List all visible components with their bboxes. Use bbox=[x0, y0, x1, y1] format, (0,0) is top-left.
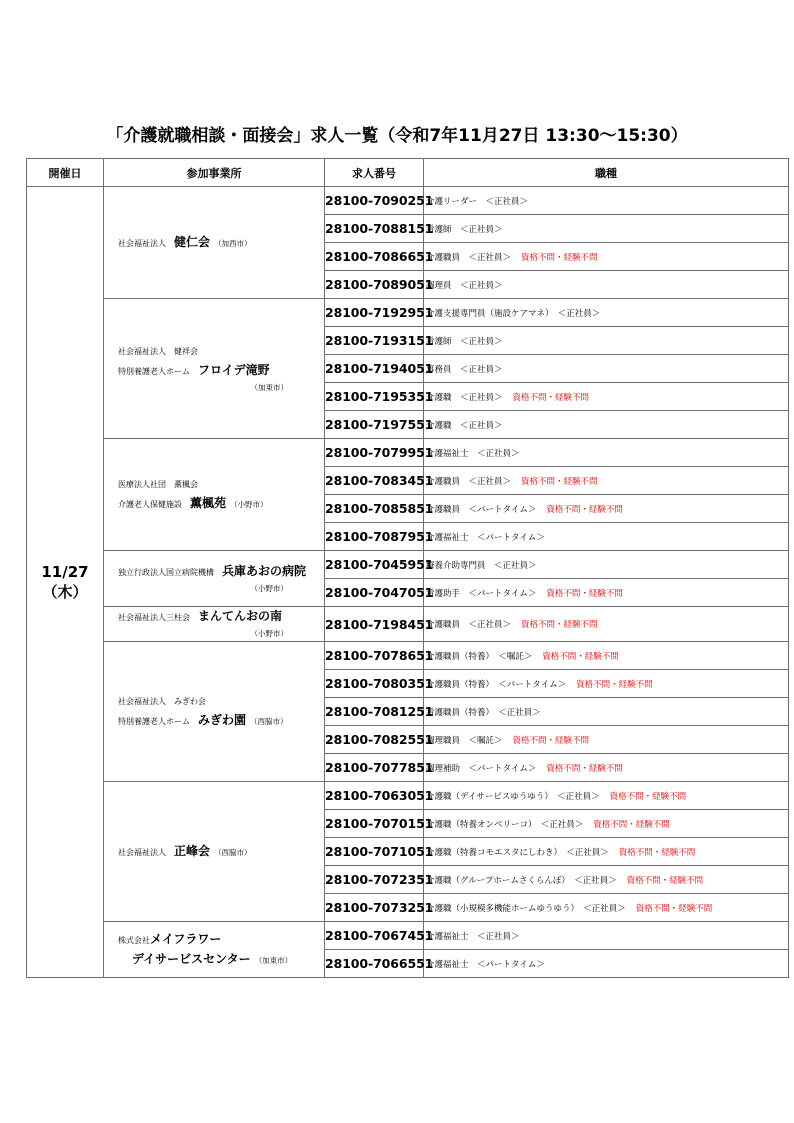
job-requirement-badge: 資格不問・経験不問 bbox=[512, 392, 590, 403]
job-number: 28100-7081251 bbox=[325, 698, 424, 726]
job-type bbox=[424, 439, 789, 467]
event-date: 11/27 bbox=[41, 563, 89, 581]
job-title: 介護職（特養オンベリーコ） ＜正社員＞ bbox=[426, 819, 584, 830]
job-number: 28100-7066551 bbox=[325, 950, 424, 978]
job-title: 調理補助 ＜パートタイム＞ bbox=[426, 763, 537, 774]
employer-line-1 bbox=[118, 842, 320, 862]
employer-corporation: 医療法人社団 薫楓会 bbox=[118, 479, 198, 489]
table-row bbox=[27, 922, 789, 950]
job-type bbox=[424, 894, 789, 922]
employer-facility-name: フロイデ滝野 bbox=[198, 362, 270, 377]
table-row bbox=[27, 607, 789, 642]
job-requirement-badge: 資格不問・経験不問 bbox=[593, 819, 670, 830]
job-title: 看護師 ＜正社員＞ bbox=[426, 336, 503, 347]
employer-facility-type: 介護老人保健施設 bbox=[118, 499, 182, 509]
job-number: 28100-7089051 bbox=[325, 271, 424, 299]
job-type bbox=[424, 327, 789, 355]
job-requirement-badge: 資格不問・経験不問 bbox=[576, 679, 653, 690]
employer-facility-name: みぎわ園 bbox=[198, 712, 247, 727]
job-title: 療養介助専門員 ＜正社員＞ bbox=[426, 560, 537, 571]
employer-corporation: 社会福祉法人 bbox=[118, 238, 166, 248]
job-type bbox=[424, 922, 789, 950]
job-type bbox=[424, 866, 789, 894]
job-requirement-badge: 資格不問・経験不問 bbox=[609, 791, 687, 802]
job-requirement-badge: 資格不問・経験不問 bbox=[546, 504, 623, 515]
employer-location: （小野市） bbox=[250, 629, 288, 638]
job-requirement-badge: 資格不問・経験不問 bbox=[618, 847, 696, 858]
employer-line-2 bbox=[118, 361, 320, 381]
job-requirement-badge: 資格不問・経験不問 bbox=[521, 252, 598, 263]
job-number: 28100-7193151 bbox=[325, 327, 424, 355]
job-requirement-badge: 資格不問・経験不問 bbox=[542, 651, 619, 662]
job-type bbox=[424, 810, 789, 838]
employer-line-1 bbox=[118, 233, 320, 253]
employer-name: メイフラワー bbox=[150, 931, 222, 946]
job-requirement-badge: 資格不問・経験不問 bbox=[512, 735, 590, 746]
job-title: 介護福祉士 ＜パートタイム＞ bbox=[426, 959, 545, 970]
column-header-employer: 参加事業所 bbox=[104, 159, 325, 187]
employer-location: （加西市） bbox=[214, 238, 252, 248]
employer-cell bbox=[104, 439, 325, 551]
event-date-cell bbox=[27, 187, 104, 978]
employer-facility-type: 特別養護老人ホーム bbox=[118, 366, 190, 376]
job-title: 介護支援専門員（施設ケアマネ） ＜正社員＞ bbox=[426, 308, 601, 319]
job-number: 28100-7080351 bbox=[325, 670, 424, 698]
table-row bbox=[27, 782, 789, 810]
job-title: 介護職員 ＜正社員＞ bbox=[426, 252, 512, 263]
job-number: 28100-7086651 bbox=[325, 243, 424, 271]
employer-facility-name: 薫楓苑 bbox=[190, 495, 227, 510]
table-row bbox=[27, 642, 789, 670]
employer-line-2 bbox=[118, 494, 320, 514]
job-number: 28100-7047051 bbox=[325, 579, 424, 607]
column-header-job-type: 職種 bbox=[424, 159, 789, 187]
job-requirement-badge: 資格不問・経験不問 bbox=[521, 476, 598, 487]
employer-name-block bbox=[104, 842, 324, 862]
job-title: 看護職員（特養） ＜正社員＞ bbox=[426, 707, 541, 718]
employer-line-1 bbox=[118, 476, 320, 494]
employer-name-block bbox=[104, 562, 324, 582]
job-number: 28100-7070151 bbox=[325, 810, 424, 838]
job-requirement-badge: 資格不問・経験不問 bbox=[635, 903, 713, 914]
employer-cell bbox=[104, 607, 325, 642]
employer-name: 正峰会 bbox=[174, 843, 211, 858]
job-number: 28100-7071051 bbox=[325, 838, 424, 866]
table-row bbox=[27, 551, 789, 579]
job-number: 28100-7083451 bbox=[325, 467, 424, 495]
job-title: 介護職（特養コモエスタにしわき） ＜正社員＞ bbox=[426, 847, 609, 858]
job-number: 28100-7079951 bbox=[325, 439, 424, 467]
job-type bbox=[424, 579, 789, 607]
job-requirement-badge: 資格不問・経験不問 bbox=[626, 875, 704, 886]
job-listing-table bbox=[26, 158, 789, 978]
job-number: 28100-7045951 bbox=[325, 551, 424, 579]
employer-cell bbox=[104, 642, 325, 782]
job-title: 介護職員 ＜正社員＞ bbox=[426, 620, 512, 630]
job-type bbox=[424, 215, 789, 243]
employer-corporation: 株式会社 bbox=[118, 935, 150, 945]
job-type bbox=[424, 271, 789, 299]
job-type bbox=[424, 670, 789, 698]
employer-line-2 bbox=[118, 711, 320, 731]
employer-name-block bbox=[104, 693, 324, 731]
job-type bbox=[424, 411, 789, 439]
job-title: 事務員 ＜正社員＞ bbox=[426, 364, 503, 375]
employer-line-1 bbox=[118, 693, 320, 711]
job-title: 介護リーダー ＜正社員＞ bbox=[426, 196, 529, 207]
job-title: 介護職員（特養） ＜嘱託＞ bbox=[426, 651, 533, 662]
event-weekday: （木） bbox=[42, 583, 88, 601]
job-number: 28100-7198451 bbox=[325, 607, 424, 642]
job-type bbox=[424, 243, 789, 271]
employer-name-block bbox=[104, 930, 324, 970]
employer-facility-name: デイサービスセンター bbox=[132, 951, 251, 966]
job-type bbox=[424, 838, 789, 866]
job-title: 介護職（デイサービスゆうゆう） ＜正社員＞ bbox=[426, 791, 600, 802]
employer-cell bbox=[104, 922, 325, 978]
job-number: 28100-7073251 bbox=[325, 894, 424, 922]
table-header-row bbox=[27, 159, 789, 187]
job-type bbox=[424, 523, 789, 551]
employer-cell bbox=[104, 782, 325, 922]
job-number: 28100-7195351 bbox=[325, 383, 424, 411]
job-number: 28100-7197551 bbox=[325, 411, 424, 439]
job-number: 28100-7085851 bbox=[325, 495, 424, 523]
job-title: 介護職 ＜正社員＞ bbox=[426, 420, 503, 431]
employer-location: （小野市） bbox=[250, 583, 288, 593]
job-type bbox=[424, 698, 789, 726]
job-title: 介護福祉士 ＜正社員＞ bbox=[426, 448, 520, 459]
job-title: 調理職員 ＜嘱託＞ bbox=[426, 735, 503, 746]
job-type bbox=[424, 495, 789, 523]
table-row bbox=[27, 439, 789, 467]
table-row bbox=[27, 187, 789, 215]
job-number: 28100-7082551 bbox=[325, 726, 424, 754]
job-type bbox=[424, 551, 789, 579]
job-number: 28100-7067451 bbox=[325, 922, 424, 950]
employer-location: （加東市） bbox=[254, 955, 293, 965]
employer-name: まんてんおの南 bbox=[198, 609, 283, 623]
employer-name: 兵庫あおの病院 bbox=[222, 563, 307, 578]
job-number: 28100-7077851 bbox=[325, 754, 424, 782]
employer-location: （加東市） bbox=[250, 382, 288, 392]
employer-cell bbox=[104, 551, 325, 607]
employer-corporation: 社会福祉法人 みぎわ会 bbox=[118, 696, 206, 706]
job-title: 介護職員 ＜正社員＞ bbox=[426, 476, 512, 487]
job-title: 介護職（小規模多機能ホームゆうゆう） ＜正社員＞ bbox=[426, 903, 626, 914]
job-title: 介護職 ＜正社員＞ bbox=[426, 392, 503, 403]
job-type bbox=[424, 467, 789, 495]
employer-cell bbox=[104, 187, 325, 299]
job-number: 28100-7192951 bbox=[325, 299, 424, 327]
job-type bbox=[424, 383, 789, 411]
job-title: 看護師 ＜正社員＞ bbox=[426, 224, 503, 235]
employer-location: （小野市） bbox=[230, 499, 268, 509]
employer-location: （西脇市） bbox=[250, 716, 288, 726]
job-title: 介護職（グループホームさくらんぼ） ＜正社員＞ bbox=[426, 875, 617, 886]
job-title: 看護助手 ＜パートタイム＞ bbox=[426, 588, 537, 599]
employer-facility-type: 特別養護老人ホーム bbox=[118, 716, 190, 726]
job-number: 28100-7194051 bbox=[325, 355, 424, 383]
job-title: 介護職員 ＜パートタイム＞ bbox=[426, 504, 537, 515]
employer-corporation: 社会福祉法人 bbox=[118, 847, 166, 857]
employer-line-1 bbox=[118, 343, 320, 361]
employer-cell bbox=[104, 299, 325, 439]
employer-name: 健仁会 bbox=[174, 234, 211, 249]
employer-name-block bbox=[104, 343, 324, 381]
job-title: 調理員 ＜正社員＞ bbox=[426, 280, 503, 291]
job-type bbox=[424, 187, 789, 215]
job-title: 介護福祉士 ＜正社員＞ bbox=[426, 931, 520, 942]
job-type bbox=[424, 607, 789, 642]
job-number: 28100-7063051 bbox=[325, 782, 424, 810]
employer-corporation: 独立行政法人国立病院機構 bbox=[118, 567, 214, 577]
column-header-job-number: 求人番号 bbox=[325, 159, 424, 187]
job-type bbox=[424, 355, 789, 383]
job-type bbox=[424, 754, 789, 782]
job-number: 28100-7087951 bbox=[325, 523, 424, 551]
employer-line-1 bbox=[118, 562, 320, 582]
table-row bbox=[27, 299, 789, 327]
employer-name-block bbox=[104, 233, 324, 253]
job-type bbox=[424, 726, 789, 754]
job-number: 28100-7072351 bbox=[325, 866, 424, 894]
employer-corporation: 社会福祉法人 健祥会 bbox=[118, 346, 198, 356]
job-requirement-badge: 資格不問・経験不問 bbox=[546, 588, 623, 599]
job-number: 28100-7088151 bbox=[325, 215, 424, 243]
column-header-date: 開催日 bbox=[27, 159, 104, 187]
job-number: 28100-7078651 bbox=[325, 642, 424, 670]
job-title: 介護福祉士 ＜パートタイム＞ bbox=[426, 532, 545, 543]
job-title: 介護職員（特養） ＜パートタイム＞ bbox=[426, 679, 567, 690]
employer-name-block bbox=[104, 607, 324, 627]
job-type bbox=[424, 950, 789, 978]
job-type bbox=[424, 642, 789, 670]
table-body bbox=[27, 187, 789, 978]
employer-location: （西脇市） bbox=[214, 847, 252, 857]
employer-line-1 bbox=[118, 607, 320, 627]
employer-line-2 bbox=[118, 950, 320, 970]
job-requirement-badge: 資格不問・経験不問 bbox=[521, 620, 598, 630]
job-type bbox=[424, 782, 789, 810]
employer-corporation: 社会福祉法人三柱会 bbox=[118, 613, 190, 622]
job-requirement-badge: 資格不問・経験不問 bbox=[546, 763, 623, 774]
job-number: 28100-7090251 bbox=[325, 187, 424, 215]
employer-name-block bbox=[104, 476, 324, 514]
job-type bbox=[424, 299, 789, 327]
employer-line-1 bbox=[118, 930, 320, 950]
page-title: 「介護就職相談・面接会」求人一覧（令和7年11月27日 13:30～15:30） bbox=[106, 126, 688, 146]
